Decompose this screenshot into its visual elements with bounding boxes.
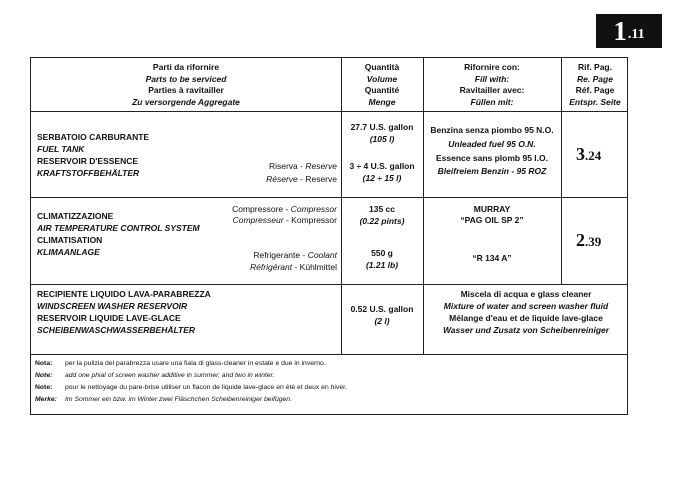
aircon-de: KLIMAANLAGE [37,247,100,257]
page-number-badge [596,14,662,48]
header-ref-de: Entspr. Seite [569,96,621,107]
washer-qty-liters: (2 l) [374,316,390,326]
refill-table [30,57,628,415]
header-qty-de: Menge [368,96,396,107]
header-qty-it: Quantità [364,62,400,72]
fuel-qty-liters: (105 l) [369,134,395,144]
refrigerant-type: “R 134 A” [472,253,512,263]
header-qty-en: Volume [366,73,398,84]
aircon-en: AIR TEMPERATURE CONTROL SYSTEM [37,223,200,233]
reserve-it-en: Riserva - Reserve [268,161,337,171]
compressor-fr-de: Compresseur - Kompressor [232,215,337,225]
washer-fluid-fr: Mélange d'eau et de liquide lave-glace [449,313,603,323]
oil-brand: MURRAY [473,204,511,214]
fuel-page-ref[interactable]: 3.24 [576,144,602,164]
fuel-tank-de: KRAFTSTOFFBEHÄLTER [37,168,140,178]
note-it: Nota: per la pulizia del parabrezza usare una fiala di glass-cleaner in estate e due in inverno. [35,360,326,367]
section-number: 1 [613,15,627,46]
fuel-type-it: Benzina senza piombo 95 N.O. [430,125,554,135]
washer-fluid-en: Mixture of water and screen washer fluid [443,301,609,311]
header-divider [31,111,627,112]
header-ref-fr: Réf. Page [575,85,615,95]
compressor-it-en: Compressore - Compressor [232,204,337,214]
fuel-type-fr: Essence sans plomb 95 I.O. [436,153,548,163]
header-ref-it: Rif. Pag. [577,62,612,72]
header-parts-it: Parti da rifornire [152,62,220,72]
page-number: .11 [627,27,645,42]
washer-fluid-it: Miscela di acqua e glass cleaner [460,289,592,299]
header-ref-en: Re. Page [577,73,613,84]
header-qty-fr: Quantité [364,85,400,95]
header-fill-en: Fill with: [474,73,510,84]
coolant-it-en: Refrigerante - Coolant [253,250,337,260]
header-fill-it: Rifornire con: [464,62,520,72]
oil-type: “PAG OIL SP 2” [460,215,524,225]
header-fill-de: Füllen mit: [470,96,514,107]
header-parts-en: Parts to be serviced [145,73,227,84]
note-fr: Note: pour le nettoyage du pare-brise utiliser un flacon de liquide lave-glace en été et deux en hiver. [35,384,347,391]
note-en: Note: add one phial of screen washer additive in summer, and two in winter. [35,372,275,379]
fuel-tank-it: SERBATOIO CARBURANTE [37,132,150,142]
washer-fr: RESERVOIR LIQUIDE LAVE-GLACE [37,313,181,323]
notes-divider [31,354,627,355]
fuel-type-de: Bleifreiem Benzin - 95 ROZ [437,166,547,176]
reserve-qty-gallon: 3 ÷ 4 U.S. gallon [349,161,415,171]
fuel-tank-fr: RESERVOIR D'ESSENCE [37,156,139,166]
fuel-qty-gallon: 27.7 U.S. gallon [350,122,414,132]
washer-fluid-de: Wasser und Zusatz von Scheibenreiniger [442,325,610,335]
row-divider-2 [31,284,627,285]
header-fill-fr: Ravitailler avec: [459,85,525,95]
fuel-type-en: Unleaded fuel 95 O.N. [448,139,536,149]
coolant-qty-lb: (1.21 lb) [365,260,399,270]
reserve-fr-de: Réserve - Reserve [266,174,337,184]
aircon-page-ref[interactable]: 2.39 [576,230,602,250]
aircon-it: CLIMATIZZAZIONE [37,211,114,221]
coolant-qty: 550 g [371,248,393,258]
coolant-fr-de: Réfrigérant - Kühlmittel [250,262,337,272]
aircon-fr: CLIMATISATION [37,235,103,245]
fuel-tank-en: FUEL TANK [37,144,85,154]
washer-it: RECIPIENTE LIQUIDO LAVA-PARABREZZA [37,289,211,299]
note-de: Merke: Im Sommer ein bzw. im Winter zwei Fläschchen Scheibenreiniger beifügen. [35,396,292,403]
compressor-qty: 135 cc [369,204,395,214]
header-parts-fr: Parties à ravitailler [148,85,224,95]
reserve-qty-liters: (12 ÷ 15 l) [362,173,402,183]
washer-en: WINDSCREEN WASHER RESERVOIR [37,301,188,311]
washer-de: SCHEIBENWASCHWASSERBEHÄLTER [37,325,196,335]
row-divider-1 [31,197,627,198]
washer-qty-gallon: 0.52 U.S. gallon [350,304,414,314]
header-parts-de: Zu versorgende Aggregate [132,96,240,107]
compressor-qty-pints: (0.22 pints) [359,216,405,226]
